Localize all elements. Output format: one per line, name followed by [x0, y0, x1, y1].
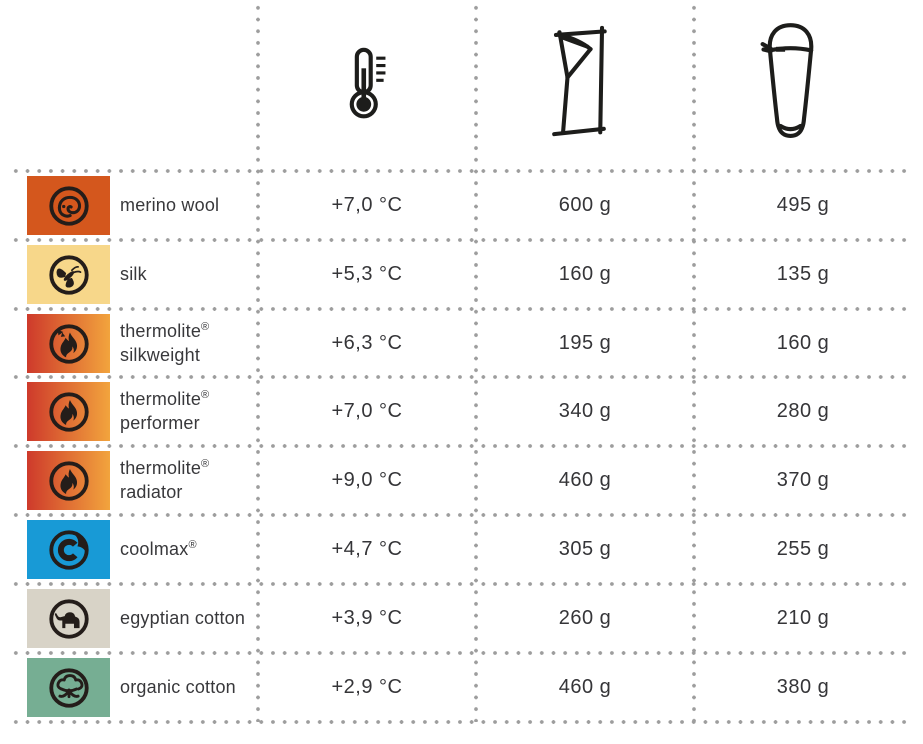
- weight-mummy-value: 280 g: [776, 400, 830, 422]
- weight-mummy-value: 380 g: [776, 676, 830, 698]
- coolmax-c-icon: [46, 527, 92, 573]
- ram-icon: [46, 183, 92, 229]
- table-row: [0, 446, 923, 515]
- material-swatch: [27, 176, 110, 235]
- flame-icon: [46, 458, 92, 504]
- material-name: thermolite® silkweight: [120, 320, 210, 365]
- material-name: egyptian cotton: [120, 607, 246, 628]
- thermometer-icon: [343, 46, 391, 122]
- table-row: [0, 515, 923, 584]
- material-name: coolmax®: [120, 538, 197, 559]
- weight-mummy-value: 495 g: [776, 194, 830, 216]
- rectangular-liner-icon: [548, 20, 610, 142]
- material-name: thermolite® radiator: [120, 457, 210, 502]
- temperature-value: +5,3 °C: [331, 263, 403, 285]
- temperature-value: +2,9 °C: [331, 676, 403, 698]
- temperature-value: +9,0 °C: [331, 469, 403, 491]
- weight-rectangular-value: 305 g: [558, 538, 612, 560]
- table-row: [0, 584, 923, 653]
- weight-mummy-value: 255 g: [776, 538, 830, 560]
- material-name: silk: [120, 263, 147, 284]
- material-swatch: [27, 589, 110, 648]
- weight-rectangular-value: 460 g: [558, 469, 612, 491]
- temperature-value: +7,0 °C: [331, 194, 403, 216]
- flame-icon: [46, 389, 92, 435]
- cotton-flower-icon: [46, 665, 92, 711]
- weight-rectangular-value: 160 g: [558, 263, 612, 285]
- temperature-value: +3,9 °C: [331, 607, 403, 629]
- material-swatch: [27, 314, 110, 373]
- mummy-liner-icon: [759, 19, 822, 143]
- flame-moth-icon: [46, 321, 92, 367]
- weight-rectangular-value: 600 g: [558, 194, 612, 216]
- material-swatch: [27, 520, 110, 579]
- material-name: thermolite® performer: [120, 388, 210, 433]
- weight-rectangular-value: 340 g: [558, 400, 612, 422]
- material-name: organic cotton: [120, 676, 236, 697]
- table-row: [0, 240, 923, 309]
- temperature-value: +7,0 °C: [331, 400, 403, 422]
- weight-mummy-value: 135 g: [776, 263, 830, 285]
- material-swatch: [27, 382, 110, 441]
- weight-rectangular-value: 460 g: [558, 676, 612, 698]
- weight-rectangular-value: 260 g: [558, 607, 612, 629]
- temperature-value: +4,7 °C: [331, 538, 403, 560]
- table-row: [0, 377, 923, 446]
- material-swatch: [27, 451, 110, 510]
- table-row: [0, 171, 923, 240]
- material-swatch: [27, 245, 110, 304]
- weight-mummy-value: 160 g: [776, 332, 830, 354]
- moth-icon: [46, 252, 92, 298]
- table-row: [0, 309, 923, 378]
- weight-rectangular-value: 195 g: [558, 332, 612, 354]
- material-name: merino wool: [120, 194, 220, 215]
- weight-mummy-value: 210 g: [776, 607, 830, 629]
- camel-icon: [46, 596, 92, 642]
- weight-mummy-value: 370 g: [776, 469, 830, 491]
- table-row: [0, 653, 923, 722]
- material-swatch: [27, 658, 110, 717]
- temperature-value: +6,3 °C: [331, 332, 403, 354]
